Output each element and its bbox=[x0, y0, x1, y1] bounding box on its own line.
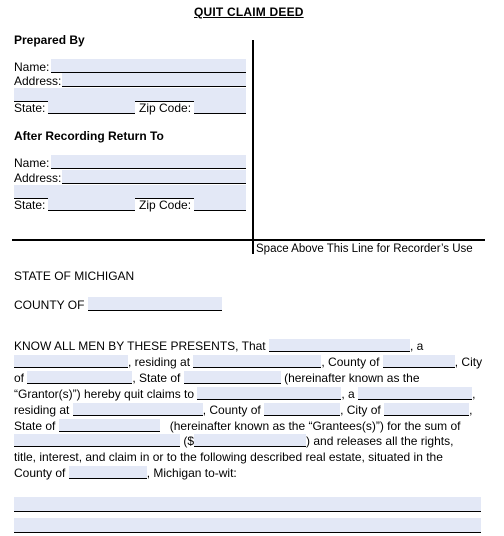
body-text: ) and releases all the rights, bbox=[306, 434, 454, 448]
body-text: (hereinafter known as the bbox=[284, 371, 420, 385]
body-text: , a bbox=[409, 339, 424, 353]
body-text: , residing at bbox=[128, 355, 191, 369]
body-line-1 bbox=[14, 339, 423, 353]
body-line-7 bbox=[14, 434, 453, 448]
body-text: , bbox=[472, 387, 476, 401]
return-to-address-field[interactable] bbox=[62, 170, 246, 184]
body-text: residing at bbox=[14, 403, 70, 417]
body-text: , Michigan to-wit: bbox=[146, 466, 237, 480]
body-text: , City bbox=[454, 355, 483, 369]
recorder-divider-vertical bbox=[252, 40, 254, 254]
grantor-state-field[interactable] bbox=[184, 371, 281, 384]
legal-description-line-1[interactable] bbox=[14, 497, 481, 512]
return-to-zip-field[interactable] bbox=[194, 197, 246, 211]
grantor-address-field[interactable] bbox=[193, 355, 321, 368]
grantor-county-field[interactable] bbox=[383, 355, 455, 368]
body-text: of bbox=[14, 371, 25, 385]
body-text: , City of bbox=[340, 403, 381, 417]
grantee-state-field[interactable] bbox=[59, 419, 160, 432]
body-text: , bbox=[469, 403, 473, 417]
grantor-city-field[interactable] bbox=[27, 371, 132, 384]
return-to-address-label: Address: bbox=[14, 171, 62, 185]
body-text: State of bbox=[14, 419, 56, 433]
body-line-2 bbox=[14, 355, 482, 369]
body-text: (hereinafter known as the “Grantees(s)”) for the sum of bbox=[169, 419, 461, 433]
consideration-words-field[interactable] bbox=[14, 434, 180, 447]
grantee-county-field[interactable] bbox=[264, 403, 340, 416]
grantor-marital-status-field[interactable] bbox=[14, 355, 128, 368]
recorder-divider-horizontal bbox=[12, 239, 485, 241]
body-text: County of bbox=[14, 466, 66, 480]
return-to-name-field[interactable] bbox=[51, 155, 246, 169]
recorder-note: Space Above This Line for Recorder’s Use bbox=[256, 243, 473, 255]
prepared-by-zip-label: Zip Code: bbox=[139, 101, 192, 115]
return-to-heading: After Recording Return To bbox=[14, 129, 164, 143]
body-text: “Grantor(s)”) hereby quit claims to bbox=[14, 387, 195, 401]
county-label: COUNTY OF bbox=[14, 298, 85, 312]
body-text: , State of bbox=[132, 371, 181, 385]
prepared-by-heading: Prepared By bbox=[14, 33, 85, 47]
body-know-all-men: KNOW ALL MEN BY THESE PRESENTS, That bbox=[14, 339, 266, 353]
body-line-3 bbox=[14, 371, 420, 385]
prepared-by-address-label: Address: bbox=[14, 74, 62, 88]
grantee-name-field[interactable] bbox=[197, 387, 341, 400]
grantee-city-field[interactable] bbox=[384, 403, 469, 416]
body-text: , County of bbox=[202, 403, 261, 417]
return-to-state-field[interactable] bbox=[48, 197, 135, 211]
state-of-michigan: STATE OF MICHIGAN bbox=[14, 269, 135, 283]
body-line-4 bbox=[14, 387, 475, 401]
prepared-by-name-label: Name: bbox=[14, 60, 50, 74]
body-text: ($ bbox=[183, 434, 195, 448]
document-title: QUIT CLAIM DEED bbox=[194, 5, 304, 19]
prepared-by-name-field[interactable] bbox=[51, 59, 246, 73]
county-field[interactable] bbox=[88, 297, 222, 311]
return-to-zip-label: Zip Code: bbox=[139, 198, 192, 212]
prepared-by-state-field[interactable] bbox=[48, 100, 135, 114]
body-line-8: title, interest, and claim in or to the following described real estate, situated in the bbox=[14, 450, 443, 464]
grantee-marital-status-field[interactable] bbox=[358, 387, 472, 400]
body-text: , County of bbox=[321, 355, 380, 369]
body-line-5 bbox=[14, 403, 472, 417]
legal-description-line-2[interactable] bbox=[14, 518, 481, 533]
prepared-by-state-label: State: bbox=[14, 101, 46, 115]
consideration-amount-field[interactable] bbox=[194, 434, 306, 447]
prepared-by-address-field[interactable] bbox=[62, 73, 246, 87]
grantee-address-field[interactable] bbox=[73, 403, 203, 416]
return-to-name-label: Name: bbox=[14, 156, 50, 170]
return-to-state-label: State: bbox=[14, 198, 46, 212]
prepared-by-zip-field[interactable] bbox=[194, 100, 246, 114]
grantor-name-field[interactable] bbox=[269, 339, 410, 352]
body-line-6 bbox=[14, 419, 461, 433]
body-text: , a bbox=[341, 387, 355, 401]
body-line-9 bbox=[14, 466, 237, 480]
property-county-field[interactable] bbox=[69, 466, 147, 479]
